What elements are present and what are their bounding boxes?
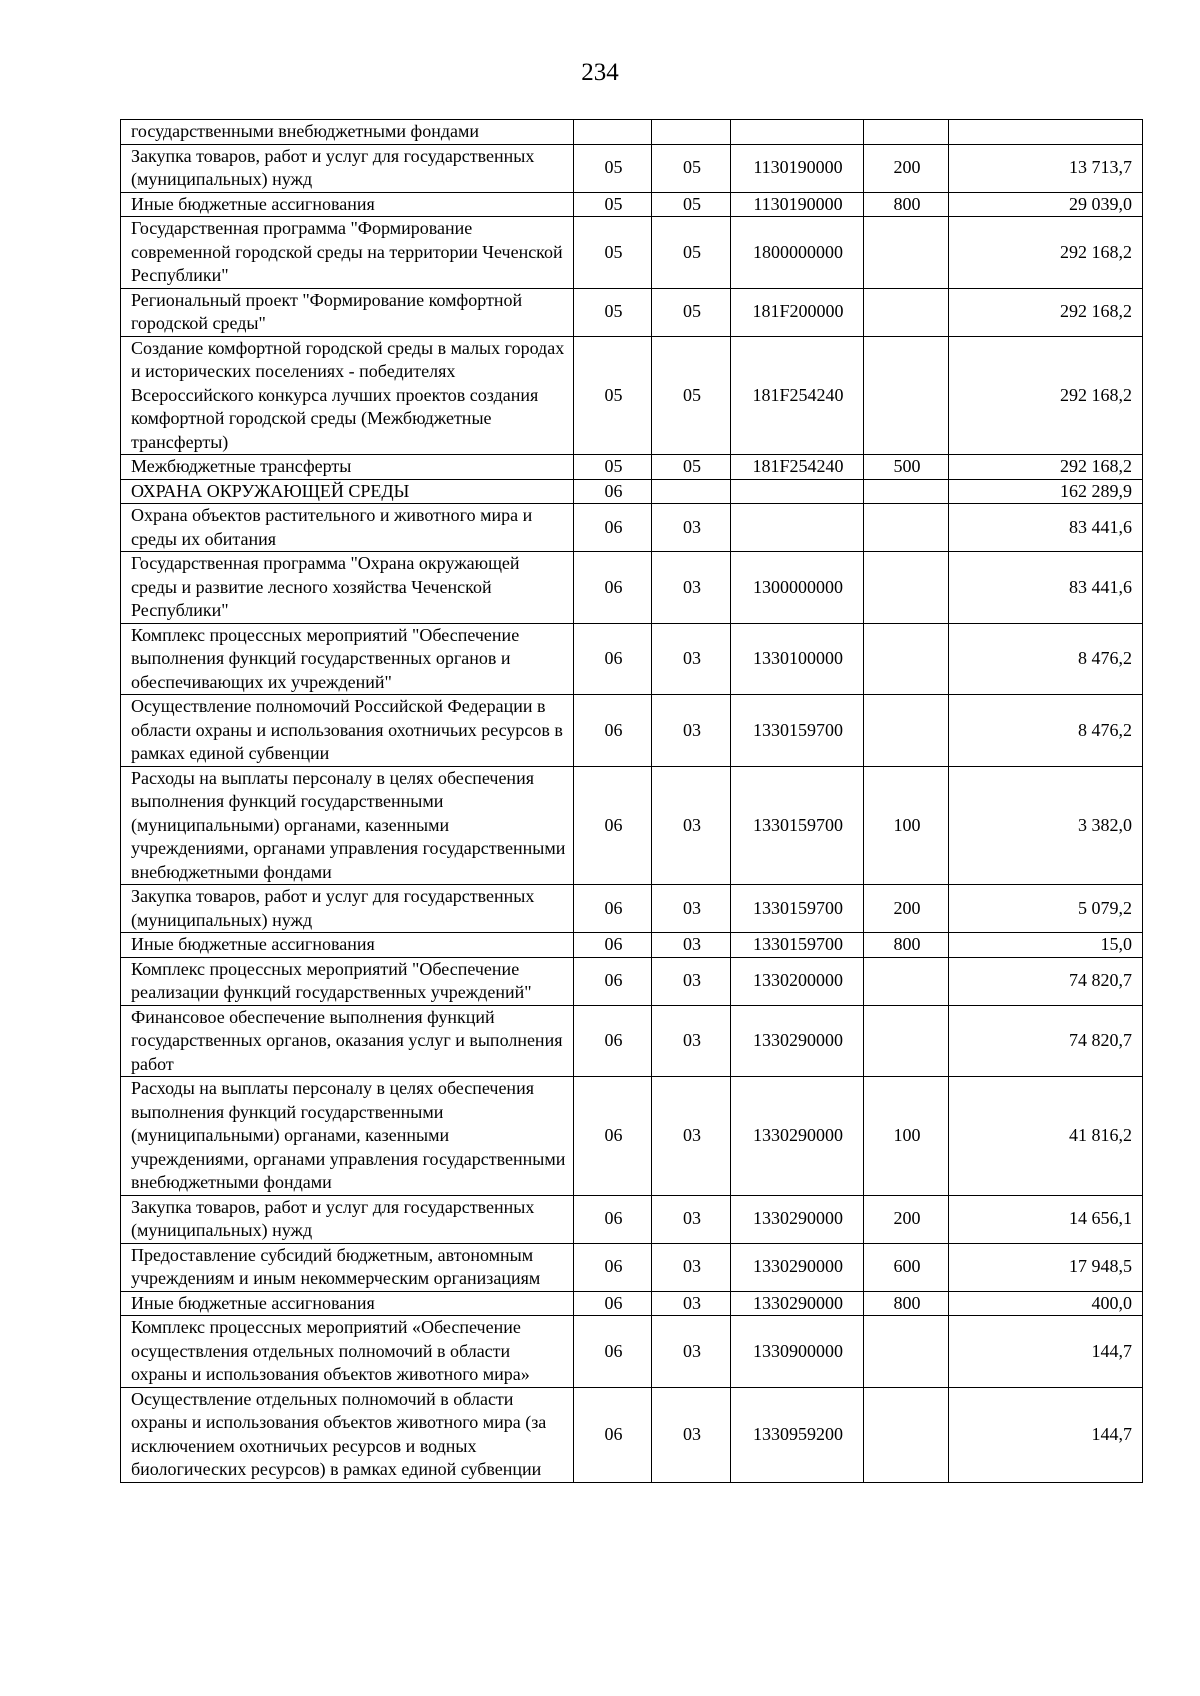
cell-target-article: 1330290000 <box>731 1005 864 1077</box>
cell-section: 05 <box>574 217 652 289</box>
cell-target-article: 1130190000 <box>731 192 864 217</box>
cell-expense-type: 200 <box>864 144 949 192</box>
cell-section: 05 <box>574 144 652 192</box>
cell-amount: 83 441,6 <box>949 504 1143 552</box>
table-row <box>121 885 1143 933</box>
cell-name: Комплекс процессных мероприятий «Обеспечение осуществления отдельных полномочий в области охраны и использования объектов животного мира» <box>121 1316 574 1388</box>
cell-expense-type: 200 <box>864 1195 949 1243</box>
table-row <box>121 957 1143 1005</box>
cell-target-article <box>731 504 864 552</box>
cell-name: Охрана объектов растительного и животного мира и среды их обитания <box>121 504 574 552</box>
cell-target-article: 1300000000 <box>731 552 864 624</box>
cell-amount: 292 168,2 <box>949 217 1143 289</box>
table-row <box>121 192 1143 217</box>
cell-target-article: 1330100000 <box>731 623 864 695</box>
cell-subsection: 03 <box>652 1195 731 1243</box>
cell-subsection: 05 <box>652 144 731 192</box>
table-row <box>121 1387 1143 1482</box>
cell-subsection <box>652 479 731 504</box>
cell-subsection: 03 <box>652 695 731 767</box>
page-number: 234 <box>581 59 619 86</box>
cell-name: Расходы на выплаты персоналу в целях обеспечения выполнения функций государственными (муниципальными) органами, казенными учреждениями, органами управления государственными внебюджетными фондами <box>121 766 574 885</box>
cell-section: 06 <box>574 1316 652 1388</box>
cell-expense-type: 800 <box>864 933 949 958</box>
cell-subsection: 03 <box>652 1077 731 1196</box>
cell-amount: 8 476,2 <box>949 623 1143 695</box>
cell-section: 06 <box>574 957 652 1005</box>
cell-expense-type: 100 <box>864 766 949 885</box>
cell-section: 05 <box>574 288 652 336</box>
cell-amount: 74 820,7 <box>949 957 1143 1005</box>
cell-amount: 41 816,2 <box>949 1077 1143 1196</box>
cell-expense-type <box>864 1387 949 1482</box>
cell-expense-type: 800 <box>864 1291 949 1316</box>
cell-expense-type <box>864 479 949 504</box>
cell-expense-type: 600 <box>864 1243 949 1291</box>
table-row <box>121 933 1143 958</box>
cell-section: 06 <box>574 479 652 504</box>
cell-target-article: 1330159700 <box>731 695 864 767</box>
cell-section: 06 <box>574 1243 652 1291</box>
cell-section: 06 <box>574 885 652 933</box>
cell-target-article: 1130190000 <box>731 144 864 192</box>
cell-expense-type <box>864 336 949 455</box>
table-row <box>121 695 1143 767</box>
cell-subsection: 03 <box>652 1243 731 1291</box>
cell-target-article: 1330159700 <box>731 885 864 933</box>
cell-section: 06 <box>574 695 652 767</box>
cell-expense-type <box>864 120 949 145</box>
cell-target-article <box>731 479 864 504</box>
cell-amount: 17 948,5 <box>949 1243 1143 1291</box>
cell-target-article: 1330290000 <box>731 1077 864 1196</box>
cell-subsection: 03 <box>652 1005 731 1077</box>
table-row <box>121 1077 1143 1196</box>
cell-name: Иные бюджетные ассигнования <box>121 192 574 217</box>
table-row <box>121 1243 1143 1291</box>
cell-section: 06 <box>574 766 652 885</box>
cell-name: Государственная программа "Охрана окружающей среды и развитие лесного хозяйства Чеченской Республики" <box>121 552 574 624</box>
cell-subsection: 05 <box>652 192 731 217</box>
cell-expense-type <box>864 552 949 624</box>
table-row <box>121 120 1143 145</box>
cell-name: Предоставление субсидий бюджетным, автономным учреждениям и иным некоммерческим организациям <box>121 1243 574 1291</box>
budget-table-body <box>121 120 1143 1483</box>
cell-section: 06 <box>574 504 652 552</box>
cell-section: 06 <box>574 1005 652 1077</box>
cell-subsection: 03 <box>652 504 731 552</box>
cell-subsection: 03 <box>652 623 731 695</box>
cell-name: Закупка товаров, работ и услуг для государственных (муниципальных) нужд <box>121 1195 574 1243</box>
cell-target-article: 181F200000 <box>731 288 864 336</box>
cell-amount: 15,0 <box>949 933 1143 958</box>
cell-expense-type <box>864 1316 949 1388</box>
table-row <box>121 288 1143 336</box>
cell-section: 06 <box>574 1387 652 1482</box>
cell-expense-type: 200 <box>864 885 949 933</box>
cell-amount: 292 168,2 <box>949 288 1143 336</box>
cell-amount: 292 168,2 <box>949 455 1143 480</box>
cell-amount: 8 476,2 <box>949 695 1143 767</box>
cell-subsection: 03 <box>652 1291 731 1316</box>
cell-subsection: 03 <box>652 766 731 885</box>
cell-subsection: 03 <box>652 885 731 933</box>
cell-name: Комплекс процессных мероприятий "Обеспечение реализации функций государственных учреждений" <box>121 957 574 1005</box>
cell-target-article: 1330159700 <box>731 933 864 958</box>
table-row <box>121 623 1143 695</box>
cell-name: Осуществление полномочий Российской Федерации в области охраны и использования охотничьих ресурсов в рамках единой субвенции <box>121 695 574 767</box>
table-row <box>121 336 1143 455</box>
cell-subsection: 05 <box>652 217 731 289</box>
cell-section: 06 <box>574 623 652 695</box>
cell-amount: 3 382,0 <box>949 766 1143 885</box>
table-row <box>121 1316 1143 1388</box>
cell-section: 06 <box>574 552 652 624</box>
cell-amount: 292 168,2 <box>949 336 1143 455</box>
cell-name: Иные бюджетные ассигнования <box>121 1291 574 1316</box>
cell-target-article: 1330200000 <box>731 957 864 1005</box>
cell-name: государственными внебюджетными фондами <box>121 120 574 145</box>
cell-expense-type <box>864 695 949 767</box>
cell-name: Комплекс процессных мероприятий "Обеспечение выполнения функций государственных органов и обеспечивающих их учреждений" <box>121 623 574 695</box>
budget-table <box>120 119 1143 1483</box>
cell-section: 05 <box>574 336 652 455</box>
cell-target-article: 1330290000 <box>731 1195 864 1243</box>
cell-amount <box>949 120 1143 145</box>
cell-subsection: 03 <box>652 933 731 958</box>
cell-subsection <box>652 120 731 145</box>
cell-expense-type <box>864 1005 949 1077</box>
cell-amount: 14 656,1 <box>949 1195 1143 1243</box>
cell-amount: 74 820,7 <box>949 1005 1143 1077</box>
cell-name: ОХРАНА ОКРУЖАЮЩЕЙ СРЕДЫ <box>121 479 574 504</box>
cell-section: 05 <box>574 192 652 217</box>
cell-name: Создание комфортной городской среды в малых городах и исторических поселениях - победителях Всероссийского конкурса лучших проектов создания комфортной городской среды (Межбюджетные трансферты) <box>121 336 574 455</box>
cell-amount: 144,7 <box>949 1316 1143 1388</box>
cell-section <box>574 120 652 145</box>
cell-name: Закупка товаров, работ и услуг для государственных (муниципальных) нужд <box>121 885 574 933</box>
cell-subsection: 03 <box>652 957 731 1005</box>
cell-subsection: 03 <box>652 1387 731 1482</box>
cell-expense-type <box>864 288 949 336</box>
table-row <box>121 479 1143 504</box>
cell-subsection: 05 <box>652 336 731 455</box>
cell-section: 06 <box>574 1291 652 1316</box>
cell-expense-type <box>864 957 949 1005</box>
cell-target-article <box>731 120 864 145</box>
cell-target-article: 181F254240 <box>731 455 864 480</box>
cell-name: Закупка товаров, работ и услуг для государственных (муниципальных) нужд <box>121 144 574 192</box>
cell-name: Финансовое обеспечение выполнения функций государственных органов, оказания услуг и выполнения работ <box>121 1005 574 1077</box>
cell-subsection: 03 <box>652 552 731 624</box>
cell-amount: 13 713,7 <box>949 144 1143 192</box>
table-row <box>121 552 1143 624</box>
cell-amount: 29 039,0 <box>949 192 1143 217</box>
cell-target-article: 1330290000 <box>731 1291 864 1316</box>
cell-subsection: 05 <box>652 288 731 336</box>
cell-subsection: 05 <box>652 455 731 480</box>
cell-section: 06 <box>574 1077 652 1196</box>
cell-expense-type <box>864 504 949 552</box>
cell-amount: 144,7 <box>949 1387 1143 1482</box>
cell-amount: 83 441,6 <box>949 552 1143 624</box>
cell-expense-type: 500 <box>864 455 949 480</box>
cell-amount: 162 289,9 <box>949 479 1143 504</box>
table-row <box>121 504 1143 552</box>
table-row <box>121 455 1143 480</box>
cell-name: Иные бюджетные ассигнования <box>121 933 574 958</box>
cell-name: Осуществление отдельных полномочий в области охраны и использования объектов животного мира (за исключением охотничьих ресурсов и водных биологических ресурсов) в рамках единой субвенции <box>121 1387 574 1482</box>
table-row <box>121 1195 1143 1243</box>
table-row <box>121 1005 1143 1077</box>
cell-name: Межбюджетные трансферты <box>121 455 574 480</box>
cell-amount: 5 079,2 <box>949 885 1143 933</box>
cell-name: Государственная программа "Формирование современной городской среды на территории Чеченской Республики" <box>121 217 574 289</box>
table-row <box>121 1291 1143 1316</box>
cell-name: Расходы на выплаты персоналу в целях обеспечения выполнения функций государственными (муниципальными) органами, казенными учреждениями, органами управления государственными внебюджетными фондами <box>121 1077 574 1196</box>
table-row <box>121 217 1143 289</box>
cell-amount: 400,0 <box>949 1291 1143 1316</box>
cell-expense-type <box>864 623 949 695</box>
cell-target-article: 1330159700 <box>731 766 864 885</box>
cell-section: 06 <box>574 933 652 958</box>
cell-target-article: 1330959200 <box>731 1387 864 1482</box>
cell-target-article: 1330900000 <box>731 1316 864 1388</box>
cell-section: 06 <box>574 1195 652 1243</box>
table-row <box>121 766 1143 885</box>
table-row <box>121 144 1143 192</box>
cell-name: Региональный проект "Формирование комфортной городской среды" <box>121 288 574 336</box>
cell-expense-type: 100 <box>864 1077 949 1196</box>
cell-subsection: 03 <box>652 1316 731 1388</box>
cell-target-article: 181F254240 <box>731 336 864 455</box>
cell-expense-type <box>864 217 949 289</box>
cell-target-article: 1330290000 <box>731 1243 864 1291</box>
cell-expense-type: 800 <box>864 192 949 217</box>
cell-section: 05 <box>574 455 652 480</box>
cell-target-article: 1800000000 <box>731 217 864 289</box>
